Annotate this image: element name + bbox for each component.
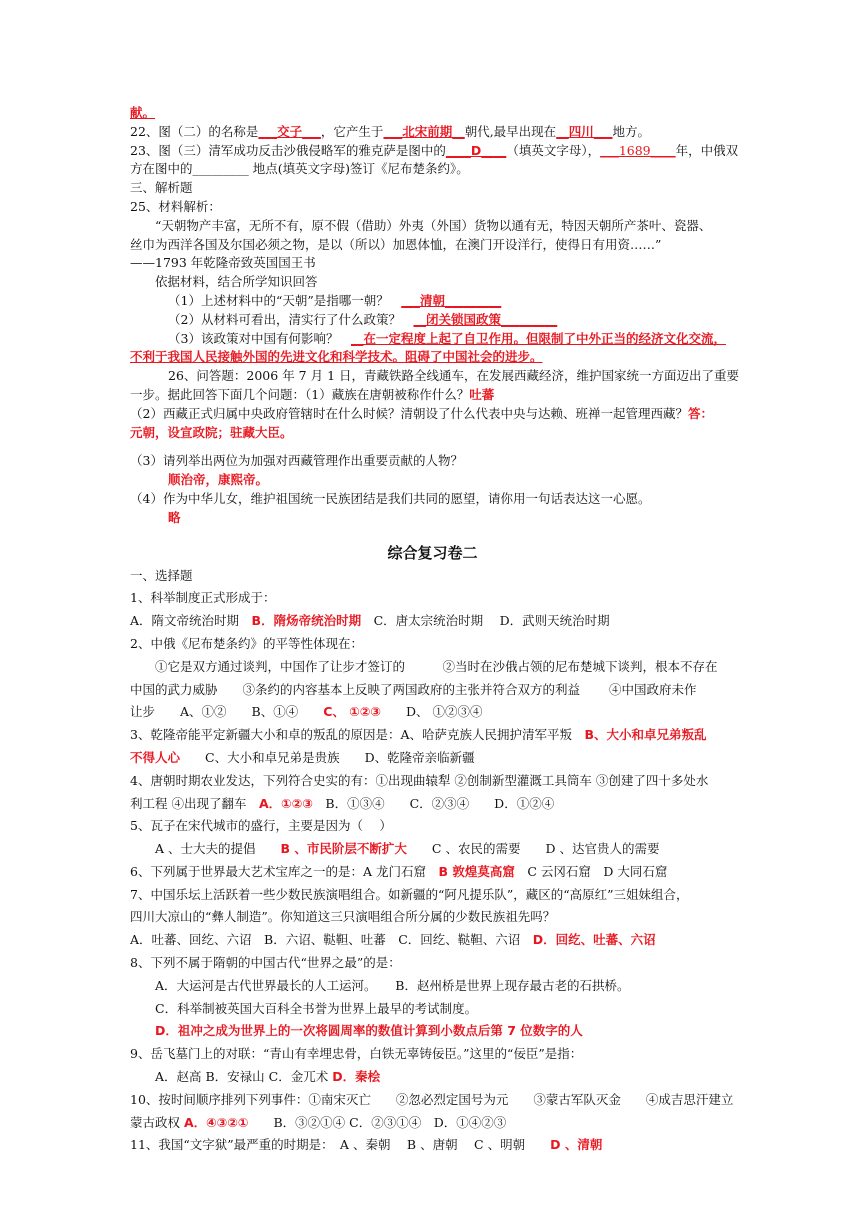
question-text: 3、乾隆帝能平定新疆大小和卓的叛乱的原因是：A、哈萨克族人民拥护清军平叛 — [130, 727, 585, 743]
answer-text: B 敦煌莫高窟 — [438, 863, 515, 879]
question-text: 23、图（三）清军成功反击沙俄侵略军的雅克萨是图中的 — [130, 142, 446, 158]
option-text: C．科举制被英国大百科全书誉为世界上最早的考试制度。 — [155, 1000, 478, 1016]
answer-text: __闭关锁国政策_________ — [413, 311, 558, 327]
question-text: 11、我国“文字狱”最严重的时期是： A 、秦朝 B 、唐朝 C 、明朝 — [130, 1137, 551, 1153]
quote-source-text: ——1793 年乾隆帝致英国国王书 — [130, 255, 316, 271]
answer-text: D．回纥、吐蕃、六诏 — [532, 932, 656, 948]
question-text: 4、唐朝时期农业发达，下列符合史实的有：①出现曲辕犁 ②创制新型灌溉工具筒车 ③创建了四十多处水 — [130, 772, 709, 788]
question-text: ①它是双方通过谈判，中国作了让步才签订的 ②当时在沙俄占领的尼布楚城下谈判，根本不存在 — [155, 658, 718, 674]
answer-text: D．祖冲之成为世界上的一次将圆周率的数值计算到小数点后第 7 位数字的人 — [155, 1023, 583, 1039]
question-text: （3）该政策对中国有何影响？ — [168, 330, 339, 346]
question-text: 8、下列不属于隋朝的中国古代“世界之最”的是： — [130, 955, 401, 971]
question-2-options — [130, 703, 735, 722]
answer-text: A．④③②① — [183, 1114, 249, 1130]
answer-text: 不利于我国人民接触外国的先进文化和科学技术。阻碍了中国社会的进步。 — [130, 349, 543, 365]
question-text: 2、中俄《尼布楚条约》的平等性体现在： — [130, 635, 363, 651]
section-heading-text: 三、解析题 — [130, 180, 193, 196]
question-text: 22、图（二）的名称是 — [130, 123, 259, 139]
question-text: 6、下列属于世界最大艺术宝库之一的是：A 龙门石窟 — [130, 863, 439, 879]
question-text: 中国的武力威胁 ③条约的内容基本上反映了两国政府的主张并符合双方的利益 ④中国政府未作 — [130, 681, 697, 697]
question-text: 1、科举制度正式形成于： — [130, 590, 276, 606]
question-5-options — [130, 840, 735, 859]
question-25-heading — [130, 198, 735, 217]
answer-text: ___交子___ — [258, 123, 321, 139]
answer-text: B、大小和卓兄弟叛乱 — [584, 727, 707, 743]
sub-question — [130, 452, 735, 471]
answer-text: D．秦桧 — [332, 1069, 381, 1085]
answer-text: A．①②③ — [258, 795, 313, 811]
question-text: 蒙古政权 — [130, 1114, 184, 1130]
option-text: B．③②①④ C．②③①④ D．①④②③ — [248, 1114, 507, 1130]
question-text: 7、中国乐坛上活跃着一些少数民族演唱组合。如新疆的“阿凡提乐队”，藏区的“高原红”三姐妹组合， — [130, 886, 689, 902]
question-text: 一步。据此回答下面几个问题：（1）藏族在唐朝被称作什么？ — [130, 386, 470, 402]
question-text: （2）西藏正式归属中央政府管辖时在什么时候？清朝设了什么代表中央与达赖、班禅一起管理西藏？ — [130, 405, 688, 421]
question-7 — [130, 886, 735, 905]
question-1 — [130, 589, 735, 608]
answer-text: D 、清朝 — [550, 1137, 603, 1153]
answer-text: 略 — [168, 509, 181, 525]
answer-text: ___1689____ — [600, 142, 676, 158]
option-text: C．唐太宗统治时期 D．武则天统治时期 — [373, 613, 610, 629]
question-text: 5、瓦子在宋代城市的盛行，主要是因为（ ） — [130, 818, 392, 834]
option-text: A．赵高 B．安禄山 C．金兀术 — [155, 1069, 333, 1085]
question-text: 26、问答题：2006 年 7 月 1 日，青藏铁路全线通车，在发展西藏经济，维护国家统一方面迈出了重要 — [168, 368, 739, 384]
question-23-cont — [130, 160, 735, 179]
section-title: 综合复习卷二 — [387, 543, 478, 562]
question-8 — [130, 954, 735, 973]
answer-text: 不得人心 — [130, 749, 181, 765]
question-9 — [130, 1045, 735, 1064]
quote-text: “天朝物产丰富，无所不有，原不假（借助）外夷（外国）货物以通有无，特因天朝所产茶叶、瓷器、 — [155, 217, 712, 233]
answer-line — [130, 509, 735, 528]
quote-line — [130, 236, 735, 255]
question-text: （填英文字母）， — [506, 142, 601, 158]
question-3 — [130, 726, 735, 745]
option-text: B．①③④ C．②③④ D．①②④ — [312, 795, 555, 811]
option-text: A 、士大夫的提倡 — [155, 841, 281, 857]
question-text: （4）作为中华儿女，维护祖国统一民族团结是我们共同的愿望，请你用一句话表达这一心愿。 — [130, 490, 651, 506]
question-10-options — [130, 1114, 735, 1133]
question-text: （1）上述材料中的“天朝”是指哪一朝？ — [168, 292, 389, 308]
question-2-item — [130, 681, 735, 700]
answer-text: 吐蕃 — [469, 386, 495, 402]
question-8-option — [130, 1022, 735, 1041]
answer-text: B 、市民阶层不断扩大 — [280, 841, 407, 857]
question-text: 25、材料解析： — [130, 198, 221, 214]
section-heading-text: 一、选择题 — [130, 567, 193, 583]
question-text: 地方。 — [612, 123, 650, 139]
answer-text: 答： — [687, 405, 713, 421]
option-text: C、大小和卓兄弟是贵族 D、乾隆帝亲临新疆 — [180, 749, 475, 765]
option-text: A．隋文帝统治时期 — [130, 613, 240, 629]
answer-text: C、 ①②③ — [323, 704, 381, 720]
question-1-options — [130, 612, 735, 631]
question-text: ，它产生于 — [320, 123, 384, 139]
answer-line — [130, 104, 735, 123]
question-text: 方在图中的_________ 地点(填英文字母)签订《尼布楚条约》。 — [130, 161, 469, 177]
question-22 — [130, 123, 735, 142]
answer-text: __四川___ — [556, 123, 613, 139]
quote-line — [130, 217, 735, 236]
answer-line — [130, 424, 735, 443]
question-text: 利工程 ④出现了翻车 — [130, 795, 259, 811]
answer-text: 元朝，设宣政院；驻藏大臣。 — [130, 424, 293, 440]
question-text: （2）从材料可看出，清实行了什么政策？ — [168, 311, 401, 327]
question-text: 朝代,最早出现在 — [464, 123, 557, 139]
question-2 — [130, 635, 735, 654]
section-heading — [130, 567, 735, 586]
question-text: 9、岳飞墓门上的对联：“青山有幸埋忠骨，白铁无辜铸佞臣。”这里的“佞臣”是指： — [130, 1046, 583, 1062]
question-10 — [130, 1091, 735, 1110]
option-text: 让步 A、①② B、①④ — [130, 704, 324, 720]
question-2-item — [130, 658, 735, 677]
question-5 — [130, 817, 735, 836]
quote-source — [130, 254, 735, 273]
question-4 — [130, 772, 735, 791]
option-text: C 、农民的需要 D 、达官贵人的需要 — [406, 841, 660, 857]
sub-question — [130, 405, 735, 424]
answer-text: B．隋炀帝统治时期 — [251, 613, 362, 629]
question-text: 10、按时间顺序排列下列事件：①南宋灭亡 ②忽必烈定国号为元 ③蒙古军队灭金 ④成吉思汗建立 — [130, 1091, 734, 1107]
instruction-line — [130, 273, 735, 292]
option-text: A．吐蕃、回纥、六诏 B．六诏、鞑靼、吐蕃 C．回纥、鞑靼、六诏 — [130, 932, 533, 948]
question-26 — [130, 367, 739, 386]
answer-text: ___清朝_________ — [401, 292, 502, 308]
answer-text: 献。 — [130, 105, 156, 120]
question-3-cont — [130, 749, 735, 768]
question-9-options — [130, 1068, 735, 1087]
question-11 — [130, 1136, 735, 1155]
question-text: 年，中俄双 — [675, 142, 739, 158]
question-6 — [130, 863, 735, 882]
answer-text: ____D____ — [445, 142, 507, 158]
question-8-option — [130, 1000, 735, 1019]
sub-question — [130, 490, 735, 509]
question-text: 四川大凉山的“彝人制造”。你知道这三只演唱组合所分属的少数民族祖先吗？ — [130, 909, 556, 925]
answer-text: ___北宋前期__ — [383, 123, 465, 139]
quote-text: 丝巾为西洋各国及尔国必须之物，是以（所以）加恩体恤，在澳门开设洋行，使得日有用资……” — [130, 236, 662, 252]
sub-question — [130, 311, 735, 330]
section-heading — [130, 179, 735, 198]
answer-line — [130, 471, 735, 490]
sub-question — [130, 292, 735, 311]
answer-line — [130, 348, 735, 367]
option-text: A．大运河是古代世界最长的人工运河。 B．赵州桥是世界上现存最古老的石拱桥。 — [155, 977, 630, 993]
question-text: （3）请列举出两位为加强对西藏管理作出重要贡献的人物？ — [130, 453, 463, 469]
instruction-text: 依据材料，结合所学知识回答 — [155, 274, 318, 290]
option-text: D、 ①②③④ — [381, 704, 483, 720]
question-26-cont — [130, 386, 735, 405]
question-4-options — [130, 795, 735, 814]
sub-question — [130, 330, 735, 349]
option-text: C 云冈石窟 D 大同石窟 — [514, 863, 668, 879]
document-page — [130, 104, 739, 1155]
answer-text: 顺治帝，康熙帝。 — [168, 472, 269, 488]
question-7-cont — [130, 908, 735, 927]
question-8-option — [130, 977, 735, 996]
answer-text: __在一定程度上起了自卫作用。但限制了中外正当的经济文化交流， — [350, 330, 726, 346]
question-23 — [130, 142, 739, 161]
question-7-options — [130, 931, 735, 950]
